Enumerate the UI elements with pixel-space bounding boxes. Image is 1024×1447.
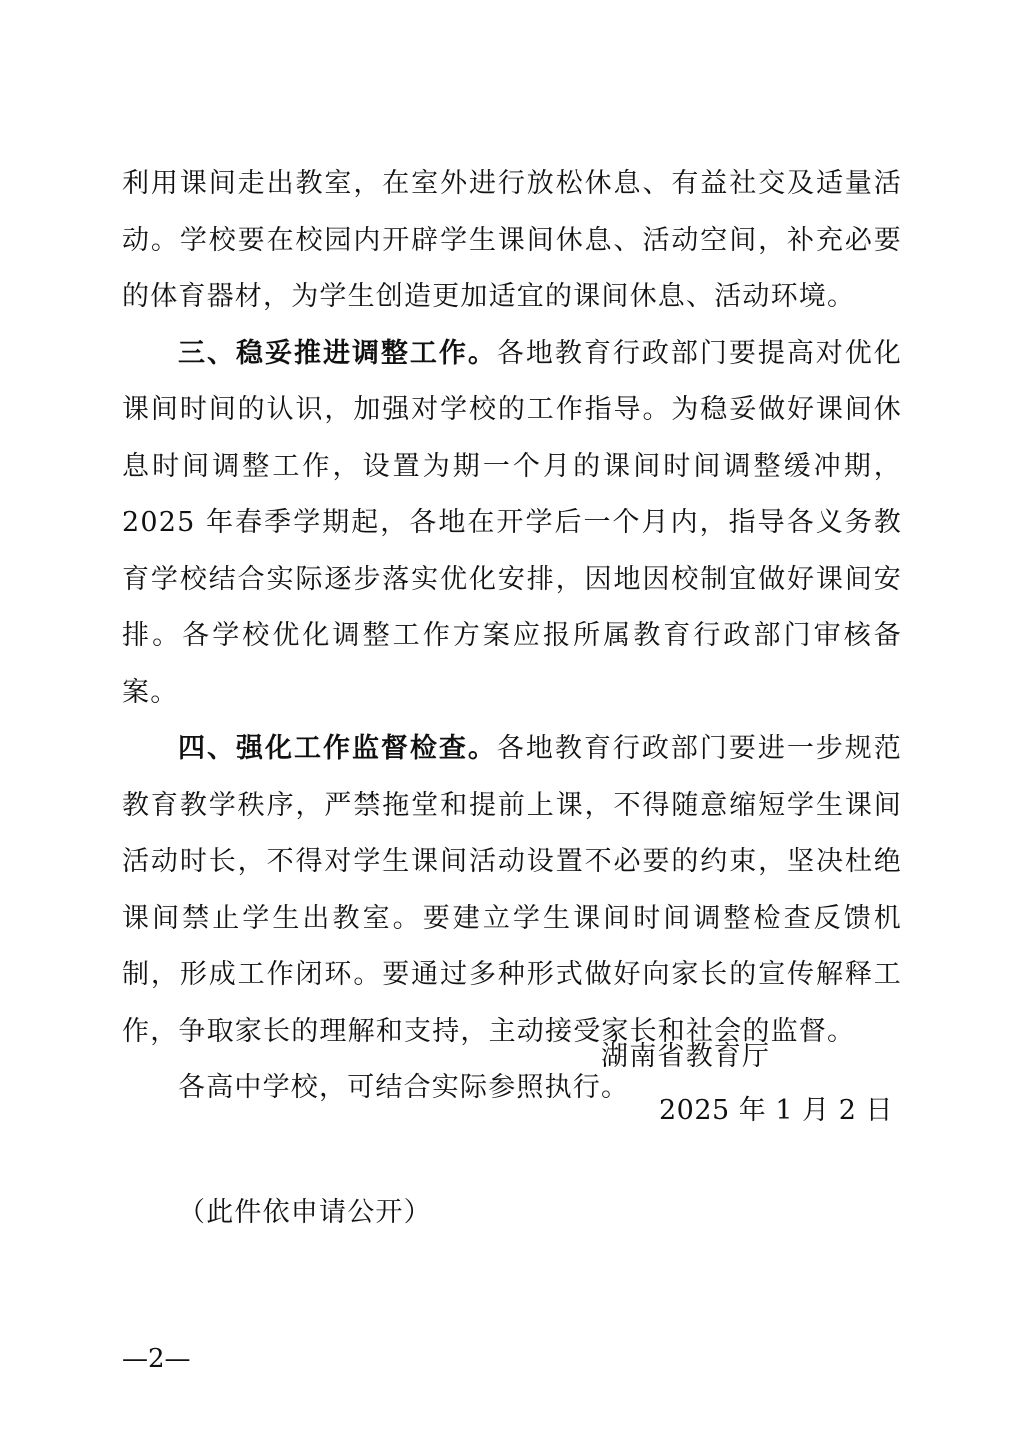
page-number: —2—	[122, 1344, 191, 1374]
section-three-body: 各地教育行政部门要提高对优化课间时间的认识，加强对学校的工作指导。为稳妥做好课间休息时间调整工作，设置为期一个月的课间时间调整缓冲期，2025 年春季学期起，各地在开学后一个月内，指导各义务教育学校结合实际逐步落实优化安排，因地因校制宜做好课间安排。各学校优化调整工作方案应报所属教育行政部门审核备案。	[122, 337, 902, 708]
document-body	[122, 156, 902, 1117]
issuer-name: 湖南省教育厅	[601, 1041, 771, 1072]
disclosure-note: （此件依申请公开）	[178, 1197, 432, 1228]
paragraph-section-four	[122, 721, 902, 1060]
issue-date: 2025 年 1 月 2 日	[659, 1095, 893, 1126]
paragraph-high-schools: 各高中学校，可结合实际参照执行。	[178, 1072, 630, 1103]
section-four-heading: 四、强化工作监督检查。	[178, 733, 497, 764]
paragraph-section-three	[122, 326, 902, 722]
section-four-body: 各地教育行政部门要进一步规范教育教学秩序，严禁拖堂和提前上课，不得随意缩短学生课间活动时长，不得对学生课间活动设置不必要的约束，坚决杜绝课间禁止学生出教室。要建立学生课间时间调整检查反馈机制，形成工作闭环。要通过多种形式做好向家长的宣传解释工作，争取家长的理解和支持，主动接受家长和社会的监督。	[122, 733, 902, 1047]
section-three-heading: 三、稳妥推进调整工作。	[178, 337, 497, 369]
paragraph-continuation: 利用课间走出教室，在室外进行放松休息、有益社交及适量活动。学校要在校园内开辟学生课间休息、活动空间，补充必要的体育器材，为学生创造更加适宜的课间休息、活动环境。	[122, 168, 902, 312]
